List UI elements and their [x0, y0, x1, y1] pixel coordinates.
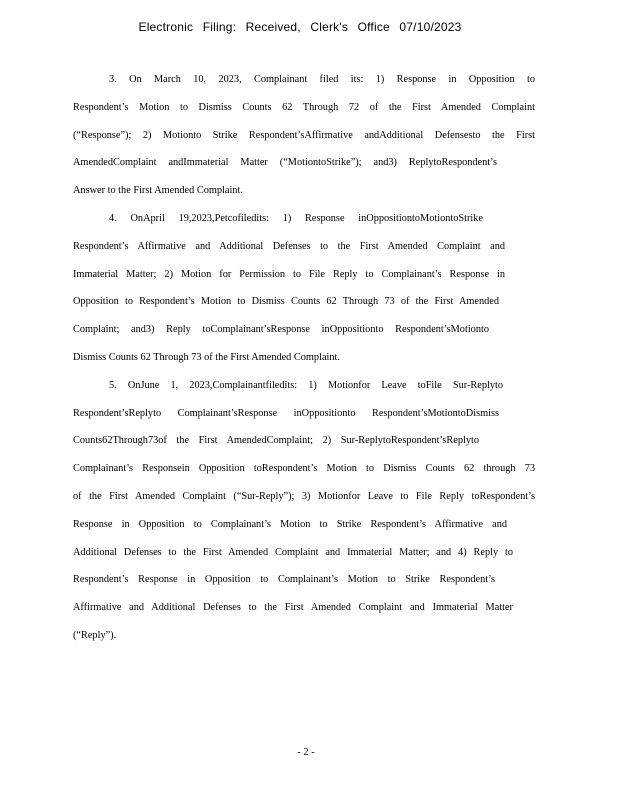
paragraph-line: Dismiss Counts 62 Through 73 of the First Amended Complaint.	[73, 351, 340, 363]
paragraph-line: 5. OnJune 1, 2023,Complainantfiledits: 1) Motionfor Leave toFile Sur-Replyto	[109, 379, 503, 391]
paragraph-line: Respondent’s Motion to Dismiss Counts 62 Through 72 of the First Amended Complaint	[73, 101, 535, 113]
filing-stamp-header: Electronic Filing: Received, Clerk's Office 07/10/2023	[138, 20, 462, 34]
paragraph-line: Complaint; and3) Reply toComplainant’sResponse inOppositionto Respondent’sMotionto	[73, 324, 489, 336]
paragraph-line: AmendedComplaint andImmaterial Matter (“MotiontoStrike”); and3) ReplytoRespondent’s	[73, 157, 497, 169]
paragraph-3	[73, 71, 535, 210]
paragraph-line: Immaterial Matter; 2) Motion for Permission to File Reply to Complainant’s Response in	[73, 268, 505, 280]
paragraph-line: Answer to the First Amended Complaint.	[73, 185, 243, 197]
paragraph-line: (“Reply”).	[73, 629, 117, 641]
paragraph-line: of the First Amended Complaint (“Sur-Reply”); 3) Motionfor Leave to File Reply toRespondent’s	[73, 490, 535, 502]
paragraph-line: Respondent’s Response in Opposition to Complainant’s Motion to Strike Respondent’s	[73, 574, 495, 586]
page-number: - 2 -	[297, 747, 315, 758]
paragraph-4	[73, 210, 535, 377]
paragraph-line: 3. On March 10, 2023, Complainant filed its: 1) Response in Opposition to	[109, 74, 535, 85]
paragraph-line: Complainant’s Responsein Opposition toRespondent’s Motion to Dismiss Counts 62 through 73	[73, 463, 535, 475]
paragraph-line: Opposition to Respondent’s Motion to Dismiss Counts 62 Through 73 of the First Amended	[73, 296, 499, 308]
paragraph-line: Response in Opposition to Complainant’s Motion to Strike Respondent’s Affirmative and	[73, 518, 507, 530]
paragraph-line: Respondent’sReplyto Complainant’sResponse inOppositionto Respondent’sMotiontoDismiss	[73, 407, 499, 419]
paragraph-line: Additional Defenses to the First Amended Complaint and Immaterial Matter; and 4) Reply to	[73, 546, 513, 558]
paragraph-line: 4. OnApril 19,2023,Petcofiledits: 1) Response inOppositiontoMotiontoStrike	[109, 212, 483, 224]
paragraph-line: (“Response”); 2) Motionto Strike Respondent’sAffirmative andAdditional Defensesto the First	[73, 129, 535, 141]
paragraph-line: Affirmative and Additional Defenses to the First Amended Complaint and Immaterial Matter	[73, 602, 513, 614]
document-body	[73, 71, 535, 655]
paragraph-line: Respondent’s Affirmative and Additional Defenses to the First Amended Complaint and	[73, 240, 505, 252]
paragraph-line: Counts62Through73of the First AmendedComplaint; 2) Sur-ReplytoRespondent’sReplyto	[73, 435, 479, 447]
paragraph-5	[73, 377, 535, 655]
